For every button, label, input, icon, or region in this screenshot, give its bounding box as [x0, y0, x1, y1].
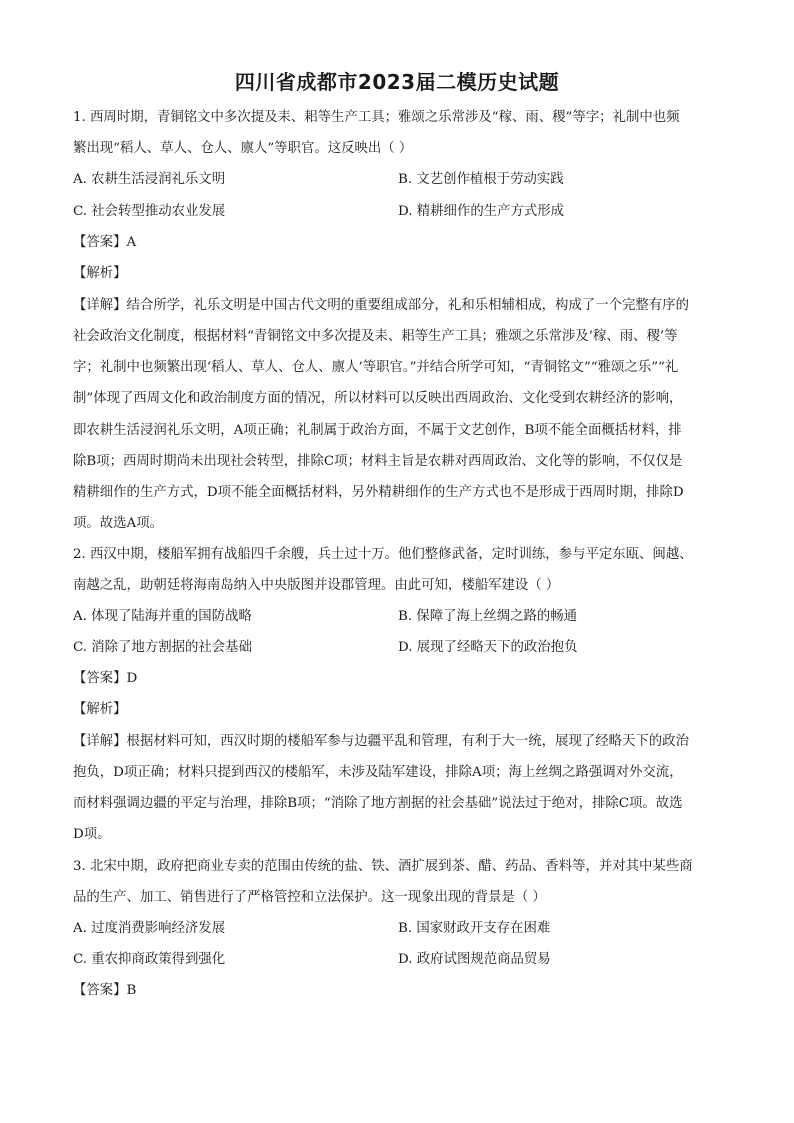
q1-detail-line-1: 【详解】结合所学，礼乐文明是中国古代文明的重要组成部分，礼和乐相辅相成，构成了一个完整有序的: [73, 298, 689, 313]
q1-option-d: D. 精耕细作的生产方式形成: [398, 204, 565, 219]
q1-stem-line-2: 繁出现“稻人、草人、仓人、廪人”等职官。这反映出（ ）: [73, 141, 413, 156]
q1-detail-line-5: 即农耕生活浸润礼乐文明，A项正确；礼制属于政治方面，不属于文艺创作，B项不能全面概括材料，排: [73, 423, 682, 438]
q1-analysis-label: 【解析】: [73, 266, 127, 281]
q2-detail-line-4: D项。: [73, 827, 111, 842]
q2-detail-line-1: 【详解】根据材料可知，西汉时期的楼船军参与边疆平乱和管理，有利于大一统，展现了经略天下的政治: [73, 734, 689, 749]
q2-option-d: D. 展现了经略天下的政治抱负: [398, 640, 578, 655]
q2-option-a: A. 体现了陆海并重的国防战略: [73, 609, 252, 624]
q3-stem-line-1: 3. 北宋中期，政府把商业专卖的范围由传统的盐、铁、酒扩展到茶、醋、药品、香料等，并对其中某些商: [73, 859, 693, 874]
q1-stem-line-1: 1. 西周时期，青铜铭文中多次提及耒、耜等生产工具；雅颂之乐常涉及“稼、雨、稷”等字；礼制中也频: [73, 110, 680, 125]
q2-detail-line-3: 而材料强调边疆的平定与治理，排除B项；“消除了地方割据的社会基础”说法过于绝对，排除C项。故选: [73, 796, 683, 811]
q2-analysis-label: 【解析】: [73, 702, 127, 717]
q1-detail-line-2: 社会政治文化制度，根据材料“青铜铭文中多次提及耒、耜等生产工具；雅颂之乐常涉及‘稼、雨、稷’等: [73, 329, 678, 344]
q2-stem-line-1: 2. 西汉中期，楼船军拥有战船四千余艘，兵士过十万。他们整修武备，定时训练，参与平定东瓯、闽越、: [73, 547, 693, 562]
q1-detail-line-7: 精耕细作的生产方式，D项不能全面概括材料，另外精耕细作的生产方式也不是形成于西周时期，排除D: [73, 485, 684, 500]
q1-detail-line-4: 制”体现了西周文化和政治制度方面的情况，所以材料可以反映出西周政治、文化受到农耕经济的影响，: [73, 391, 683, 406]
q3-option-d: D. 政府试图规范商品贸易: [398, 952, 551, 967]
q3-answer: 【答案】B: [73, 983, 137, 998]
q1-detail-line-6: 除B项；西周时期尚未出现社会转型，排除C项；材料主旨是农耕对西周政治、文化等的影响，不仅仅是: [73, 454, 683, 469]
q3-option-a: A. 过度消费影响经济发展: [73, 921, 226, 936]
q1-detail-line-8: 项。故选A项。: [73, 516, 164, 531]
q3-option-b: B. 国家财政开支存在困难: [398, 921, 551, 936]
page-title: 四川省成都市2023届二模历史试题: [234, 70, 560, 94]
q1-answer: 【答案】A: [73, 235, 137, 250]
q2-option-c: C. 消除了地方割据的社会基础: [73, 640, 252, 655]
q1-option-b: B. 文艺创作植根于劳动实践: [398, 172, 564, 187]
q1-option-c: C. 社会转型推动农业发展: [73, 204, 226, 219]
q2-answer: 【答案】D: [73, 671, 138, 686]
q2-stem-line-2: 南越之乱，助朝廷将海南岛纳入中央版图并设郡管理。由此可知，楼船军建设（ ）: [73, 578, 560, 593]
q1-detail-line-3: 字；礼制中也频繁出现‘稻人、草人、仓人、廪人’等职官。”并结合所学可知，“青铜铭文”“雅颂之乐”“礼: [73, 360, 679, 375]
q3-stem-line-2: 品的生产、加工、销售进行了严格管控和立法保护。这一现象出现的背景是（ ）: [73, 890, 546, 905]
q3-option-c: C. 重农抑商政策得到强化: [73, 952, 226, 967]
q2-detail-line-2: 抱负，D项正确；材料只提到西汉的楼船军，未涉及陆军建设，排除A项；海上丝绸之路强调对外交流，: [73, 765, 683, 780]
q2-option-b: B. 保障了海上丝绸之路的畅通: [398, 609, 578, 624]
q1-option-a: A. 农耕生活浸润礼乐文明: [73, 172, 226, 187]
